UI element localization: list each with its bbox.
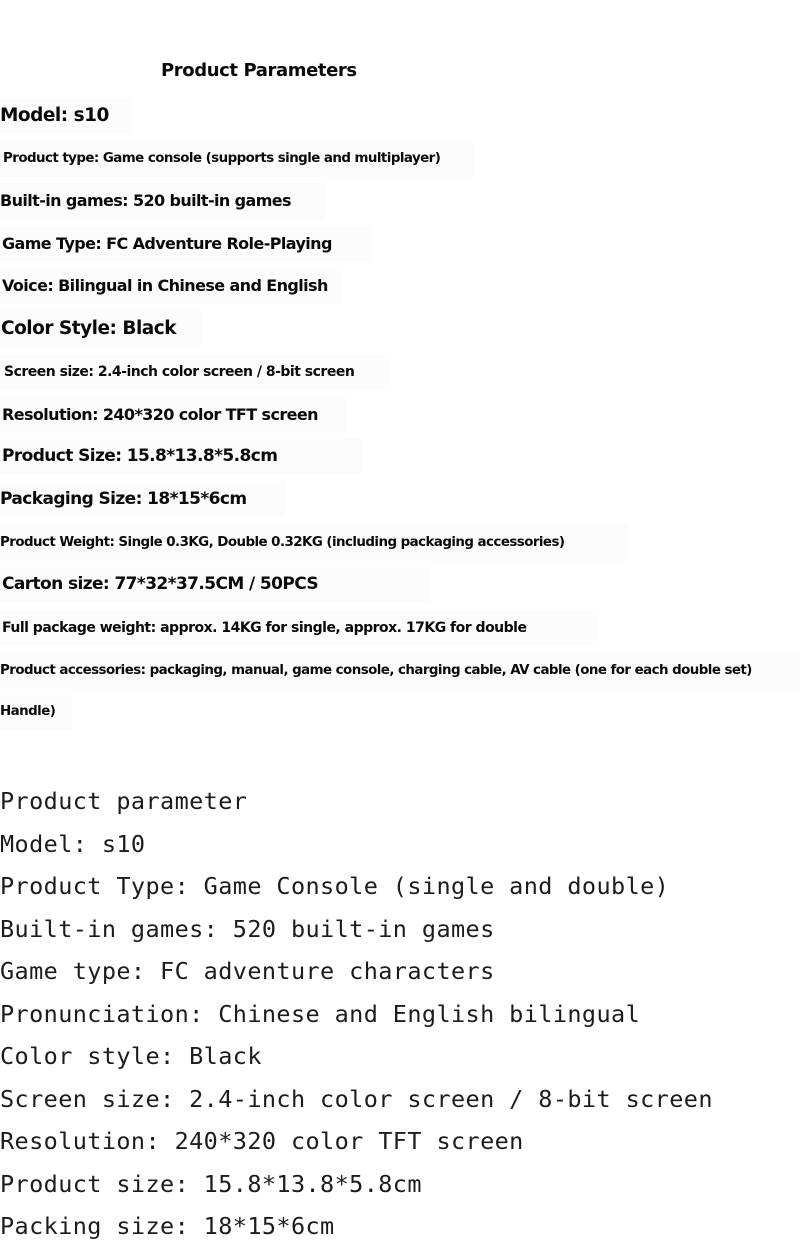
translated-product-size: Product size: 15.8*13.8*5.8cm: [0, 1170, 422, 1198]
param-built-in-games: Built-in games: 520 built-in games: [0, 183, 325, 219]
param-full-package-weight: Full package weight: approx. 14KG for single, approx. 17KG for double: [0, 610, 597, 646]
translated-product-type: Product Type: Game Console (single and double): [0, 872, 670, 900]
translated-packing-size: Packing size: 18*15*6cm: [0, 1212, 335, 1240]
translated-built-in-games: Built-in games: 520 built-in games: [0, 915, 495, 943]
section-title: Product Parameters: [161, 60, 357, 81]
translated-color-style: Color style: Black: [0, 1042, 262, 1070]
param-model: Model: s10: [0, 98, 132, 134]
param-voice: Voice: Bilingual in Chinese and English: [0, 268, 342, 304]
param-resolution: Resolution: 240*320 color TFT screen: [0, 397, 347, 433]
translated-resolution: Resolution: 240*320 color TFT screen: [0, 1127, 524, 1155]
translated-title: Product parameter: [0, 787, 248, 815]
param-game-type: Game Type: FC Adventure Role-Playing: [0, 226, 372, 262]
param-accessories-continued: Handle): [0, 694, 72, 730]
param-product-size: Product Size: 15.8*13.8*5.8cm: [0, 438, 362, 474]
translated-pronunciation: Pronunciation: Chinese and English bilingual: [0, 1000, 641, 1028]
param-product-weight: Product Weight: Single 0.3KG, Double 0.32KG (including packaging accessories): [0, 525, 628, 561]
param-carton-size: Carton size: 77*32*37.5CM / 50PCS: [0, 566, 430, 602]
param-product-accessories: Product accessories: packaging, manual, game console, charging cable, AV cable (one for each double set): [0, 653, 800, 689]
param-product-type: Product type: Game console (supports single and multiplayer): [0, 141, 473, 177]
translated-screen-size: Screen size: 2.4-inch color screen / 8-bit screen: [0, 1085, 713, 1113]
param-screen-size: Screen size: 2.4-inch color screen / 8-bit screen: [0, 354, 389, 390]
translated-model: Model: s10: [0, 830, 146, 858]
param-packaging-size: Packaging Size: 18*15*6cm: [0, 481, 285, 517]
param-color-style: Color Style: Black: [0, 311, 201, 347]
translated-game-type: Game type: FC adventure characters: [0, 957, 495, 985]
